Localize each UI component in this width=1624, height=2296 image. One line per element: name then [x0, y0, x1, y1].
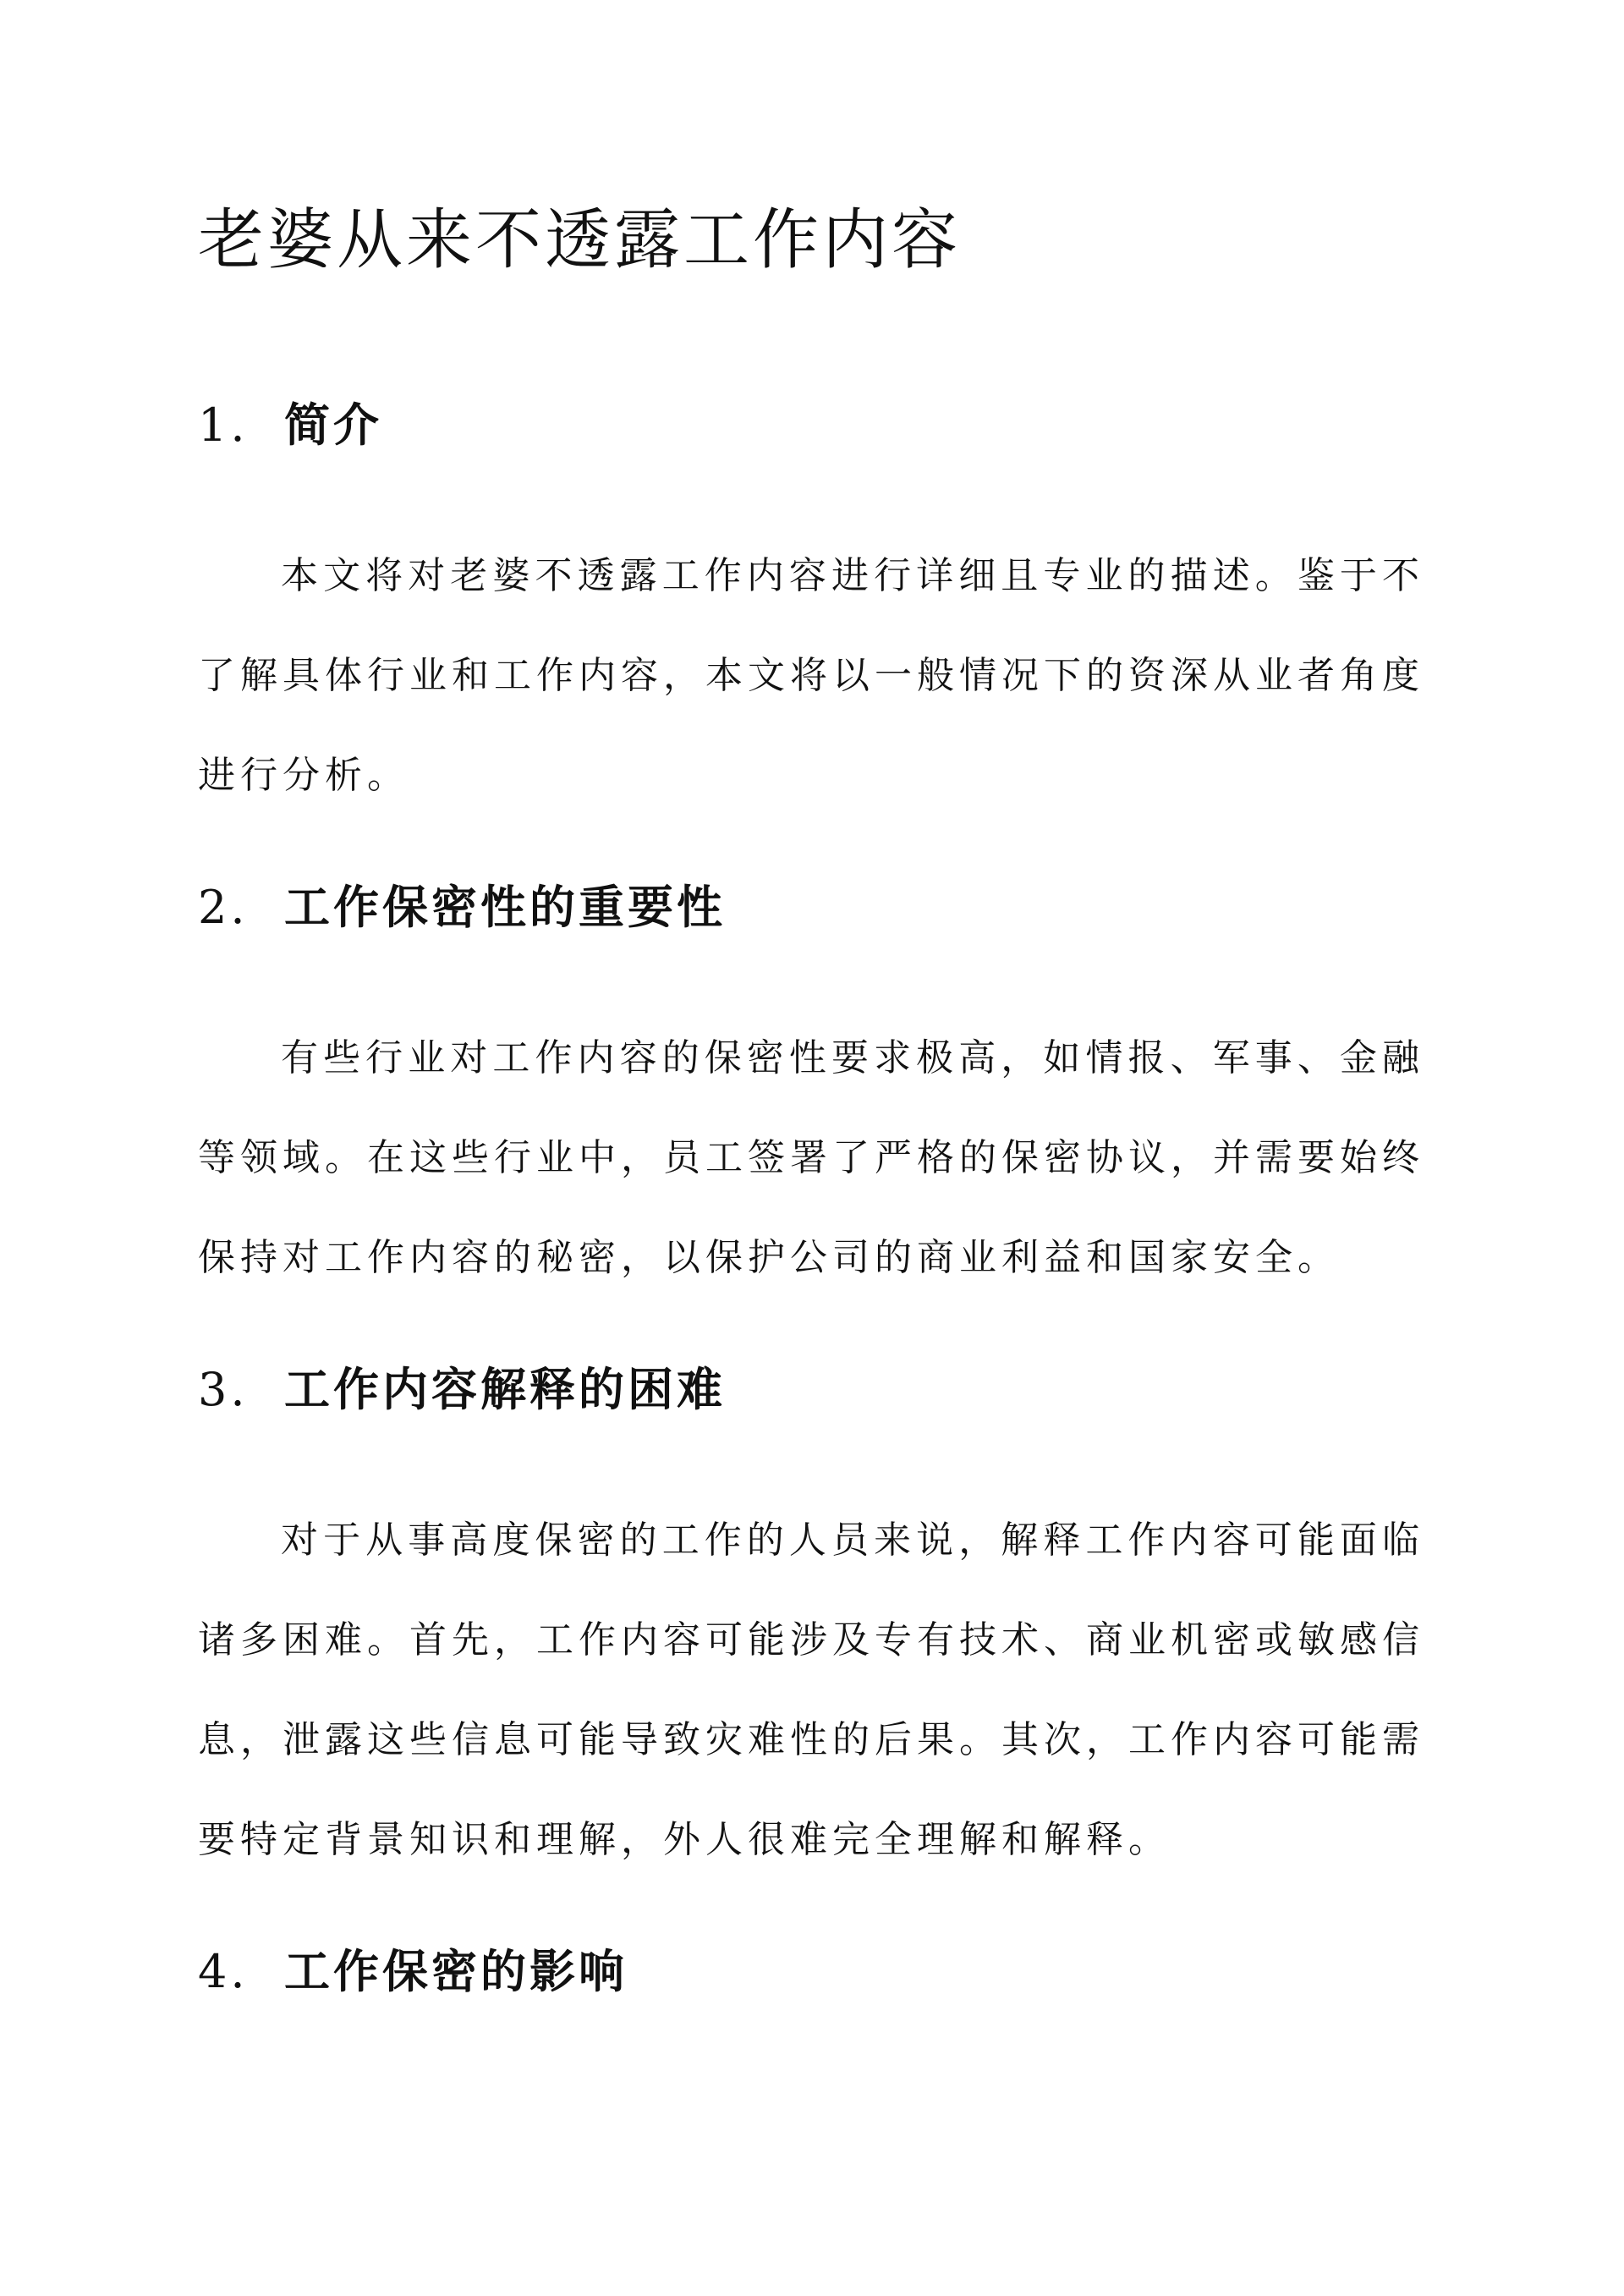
section-heading-intro — [198, 398, 382, 453]
section-number: 3. — [198, 1363, 249, 1416]
section-heading-text: 工作保密性的重要性 — [284, 880, 726, 934]
section-paragraph-intro: 本文将对老婆不透露工作内容进行详细且专业的描述。鉴于不了解具体行业和工作内容，本文将以一般情况下的资深从业者角度进行分析。 — [198, 554, 1424, 797]
section-number: 2. — [198, 881, 249, 934]
section-heading-text: 简介 — [284, 398, 382, 452]
section-number: 1. — [198, 398, 249, 452]
section-heading-explanation-difficulty — [198, 1362, 726, 1418]
section-heading-text: 工作内容解释的困难 — [284, 1362, 726, 1416]
document-title: 老婆从来不透露工作内容 — [198, 202, 962, 278]
section-heading-confidentiality — [198, 880, 726, 936]
section-heading-text: 工作保密的影响 — [284, 1944, 628, 1998]
section-heading-impact — [198, 1944, 628, 2000]
section-paragraph-explanation-difficulty: 对于从事高度保密的工作的人员来说，解释工作内容可能面临诸多困难。首先，工作内容可能涉及专有技术、商业机密或敏感信息，泄露这些信息可能导致灾难性的后果。其次，工作内容可能需要特定背景知识和理解，外人很难完全理解和解释。 — [198, 1519, 1424, 1861]
section-paragraph-confidentiality: 有些行业对工作内容的保密性要求极高，如情报、军事、金融等领域。在这些行业中，员工签署了严格的保密协议，并需要始终保持对工作内容的秘密，以保护公司的商业利益和国家安全。 — [198, 1036, 1424, 1279]
section-number: 4. — [198, 1945, 249, 1998]
